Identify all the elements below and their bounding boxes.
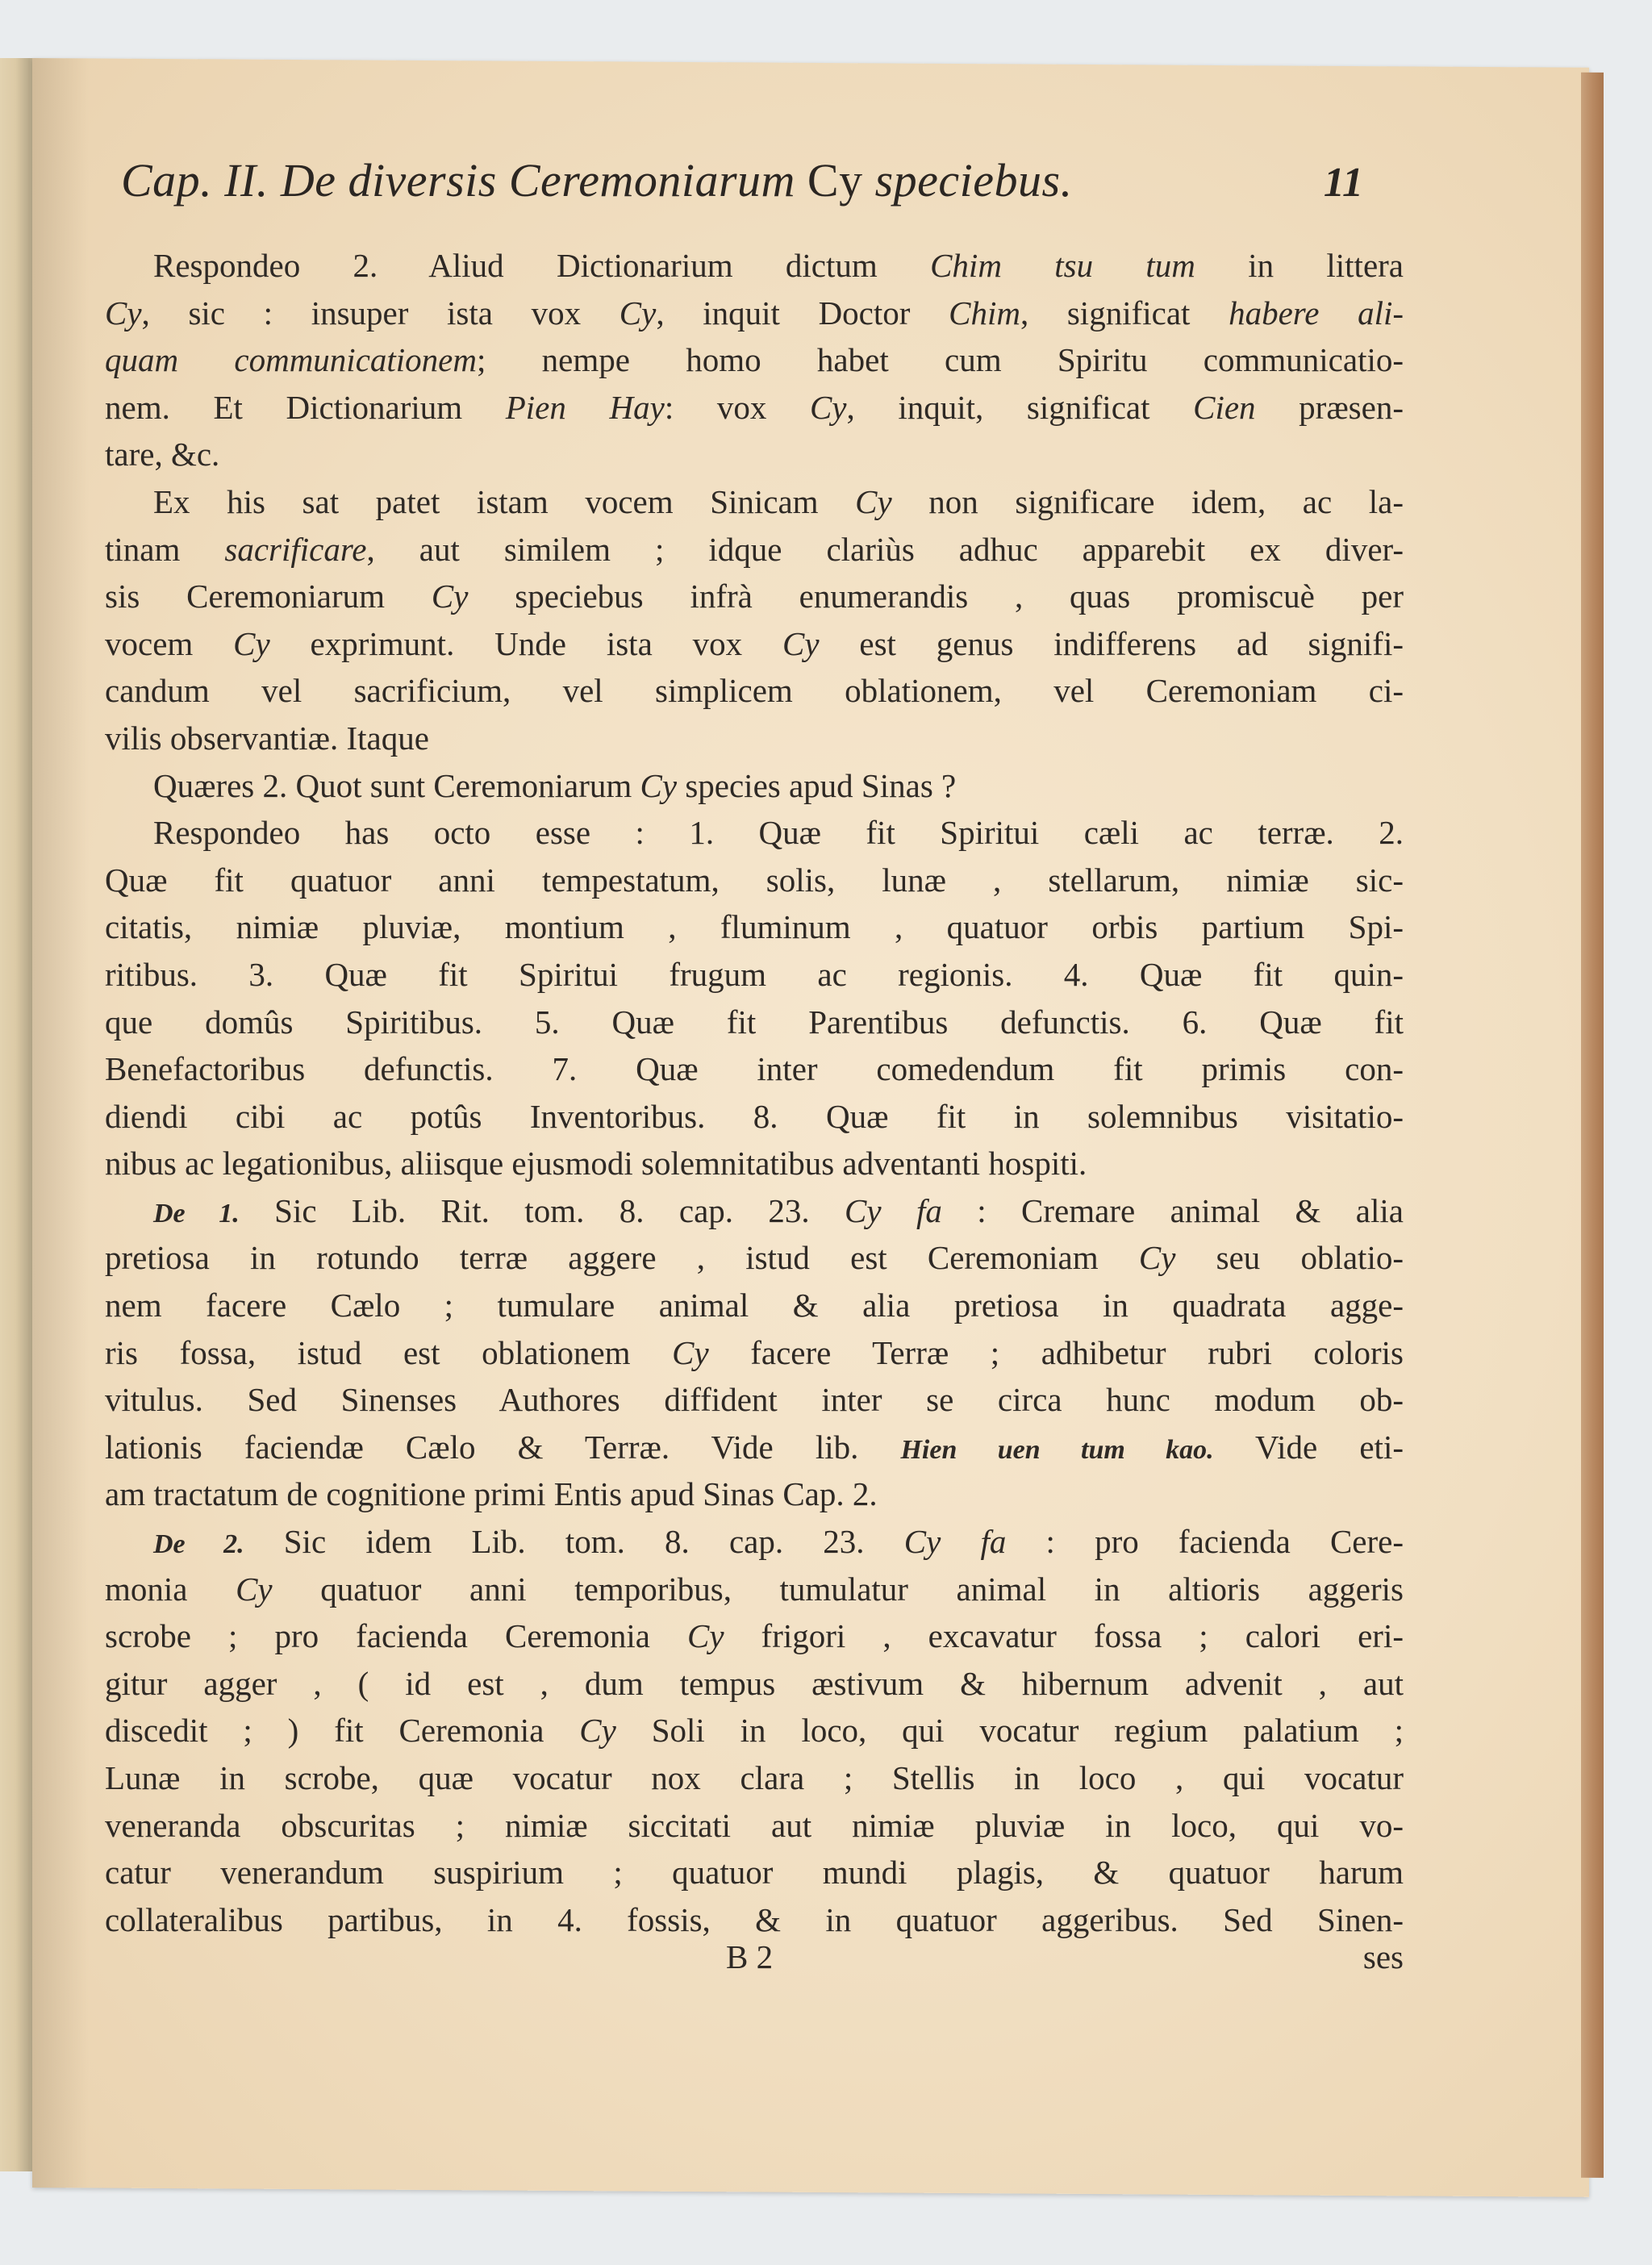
italic-term: Chim tsu tum xyxy=(930,247,1195,284)
text-run: in littera xyxy=(1195,247,1404,284)
italic-term: Cy fa xyxy=(903,1523,1007,1561)
gutter-shadow xyxy=(32,58,89,2188)
text-run: collateralibus partibus, in 4. fossis, & in quatuor aggeribus. Sed Sinen- xyxy=(105,1900,1404,1938)
text-run: non significare idem, ac la- xyxy=(891,482,1404,520)
page-number: 11 xyxy=(1323,160,1363,206)
text-line xyxy=(105,762,1404,810)
text-run: ; nempe homo habet cum Spiritu communicatio- xyxy=(477,341,1404,379)
text-line xyxy=(105,1470,1404,1518)
text-run: species apud Sinas ? xyxy=(677,766,957,804)
text-line xyxy=(105,951,1404,999)
text-run: Sic idem Lib. tom. 8. cap. 23. xyxy=(244,1523,904,1561)
text-line xyxy=(105,1376,1404,1424)
text-line xyxy=(105,903,1404,951)
text-run: , sic : insuper ista vox xyxy=(141,294,620,332)
section-marker: De 2. xyxy=(153,1529,244,1560)
text-run: candum vel sacrificium, vel simplicem oblationem, vel Ceremoniam ci- xyxy=(105,672,1404,710)
text-line xyxy=(105,384,1404,432)
text-run: ritibus. 3. Quæ fit Spiritui frugum ac regionis. 4. Quæ fit quin- xyxy=(105,955,1404,993)
text-run: pretiosa in rotundo terræ aggere , istud est Ceremoniam xyxy=(105,1239,1139,1277)
text-line xyxy=(105,1754,1404,1802)
italic-term: Cy xyxy=(619,294,657,332)
text-run: Respondeo 2. Aliud Dictionarium dictum xyxy=(153,247,931,284)
text-run: : Cremare animal & alia xyxy=(941,1191,1404,1229)
italic-term: Cy xyxy=(579,1712,616,1750)
text-run: monia xyxy=(105,1570,236,1608)
italic-term: Cy xyxy=(809,388,847,426)
text-line xyxy=(105,1187,1404,1235)
text-run: tare, &c. xyxy=(105,436,220,473)
italic-term: Cy fa xyxy=(845,1191,942,1229)
text-line xyxy=(105,242,1404,290)
text-line xyxy=(105,1140,1404,1187)
text-run: Quæres 2. Quot sunt Ceremoniarum xyxy=(153,766,640,804)
text-run: gitur agger , ( id est , dum tempus æstivum & hibernum advenit , aut xyxy=(105,1664,1404,1702)
text-line xyxy=(105,999,1404,1046)
text-run: exprimunt. Unde ista vox xyxy=(269,624,782,662)
text-run: Sic Lib. Rit. tom. 8. cap. 23. xyxy=(239,1191,845,1229)
text-run: Respondeo has octo esse : 1. Quæ fit Spiritui cæli ac terræ. 2. xyxy=(153,814,1404,852)
text-line xyxy=(105,715,1404,762)
text-run: ris fossa, istud est oblationem xyxy=(105,1333,673,1371)
italic-term: Cien xyxy=(1193,388,1256,426)
text-run: Benefactoribus defunctis. 7. Quæ inter comedendum fit primis con- xyxy=(105,1050,1404,1088)
text-run: nem facere Cælo ; tumulare animal & alia pretiosa in quadrata agge- xyxy=(105,1287,1404,1324)
text-run: am tractatum de cognitione primi Entis apud Sinas Cap. 2. xyxy=(105,1475,878,1513)
text-line xyxy=(105,1045,1404,1093)
text-run: , aut similem ; idque clariùs adhuc apparebit ex diver- xyxy=(366,530,1404,568)
text-line xyxy=(105,667,1404,715)
text-line xyxy=(105,478,1404,526)
chapter-title: Cap. II. De diversis Ceremoniarum Cy speciebus. xyxy=(121,154,1073,206)
text-run: Lunæ in scrobe, quæ vocatur nox clara ; Stellis in loco , qui vocatur xyxy=(105,1759,1404,1796)
italic-term: Cy xyxy=(855,482,892,520)
text-run: est genus indifferens ad signifi- xyxy=(819,624,1404,662)
text-line xyxy=(105,1329,1404,1377)
text-line xyxy=(105,620,1404,668)
text-run: que domûs Spiritibus. 5. Quæ fit Parentibus defunctis. 6. Quæ fit xyxy=(105,1003,1404,1041)
catchline xyxy=(105,1938,1404,1986)
italic-term: Cy xyxy=(105,294,142,332)
text-line xyxy=(105,1093,1404,1141)
text-run: facere Terræ ; adhibetur rubri coloris xyxy=(708,1333,1404,1371)
text-run: vitulus. Sed Sinenses Authores diffident inter se circa hunc modum ob- xyxy=(105,1381,1404,1419)
text-run: discedit ; ) fit Ceremonia xyxy=(105,1712,580,1750)
text-line xyxy=(105,1612,1404,1660)
text-line xyxy=(105,1566,1404,1613)
text-run: sis Ceremoniarum xyxy=(105,578,432,615)
text-line xyxy=(105,290,1404,337)
text-run: : pro facienda Cere- xyxy=(1006,1523,1404,1561)
italic-term: Cy xyxy=(431,578,469,615)
text-line xyxy=(105,1849,1404,1896)
text-line xyxy=(105,336,1404,384)
text-run: quatuor anni temporibus, tumulatur animal in altioris aggeris xyxy=(272,1570,1404,1608)
catchword: ses xyxy=(1362,1938,1404,1975)
italic-term: habere ali- xyxy=(1229,294,1404,332)
text-line xyxy=(105,809,1404,857)
text-line xyxy=(105,1282,1404,1329)
text-run: nibus ac legationibus, aliisque ejusmodi solemnitatibus adventanti hospiti. xyxy=(105,1145,1087,1183)
text-run: lationis faciendæ Cælo & Terræ. Vide lib. xyxy=(105,1428,901,1466)
text-run: citatis, nimiæ pluviæ, montium , fluminum , quatuor orbis partium Spi- xyxy=(105,908,1404,946)
text-run: seu oblatio- xyxy=(1175,1239,1404,1277)
running-head xyxy=(121,153,1379,226)
italic-term: Cy xyxy=(782,624,820,662)
text-line xyxy=(105,431,1404,478)
text-run: veneranda obscuritas ; nimiæ siccitati aut nimiæ pluviæ in loco, qui vo- xyxy=(105,1806,1404,1844)
text-run: catur venerandum suspirium ; quatuor mundi plagis, & quatuor harum xyxy=(105,1854,1404,1892)
italic-term: Cy xyxy=(236,1570,273,1608)
text-line xyxy=(105,1424,1404,1471)
italic-term: Cy xyxy=(233,624,270,662)
text-run: nem. Et Dictionarium xyxy=(105,388,506,426)
text-line xyxy=(105,1234,1404,1282)
text-run: , significat xyxy=(1020,294,1229,332)
text-run: vilis observantiæ. Itaque xyxy=(105,719,429,757)
italic-term: Cy xyxy=(672,1333,709,1371)
text-run: vocem xyxy=(105,624,234,662)
text-line xyxy=(105,1707,1404,1754)
italic-term: Pien Hay xyxy=(505,388,665,426)
italic-term: quam communicationem xyxy=(105,341,477,379)
italic-term: Cy xyxy=(1138,1239,1176,1277)
text-run: Vide eti- xyxy=(1213,1428,1404,1466)
text-run: Quæ fit quatuor anni tempestatum, solis, lunæ , stellarum, nimiæ sic- xyxy=(105,861,1404,899)
text-line xyxy=(105,1802,1404,1850)
text-line xyxy=(105,573,1404,620)
text-line xyxy=(105,857,1404,904)
text-run: scrobe ; pro facienda Ceremonia xyxy=(105,1617,687,1655)
text-line xyxy=(105,1896,1404,1944)
italic-term: Chim xyxy=(949,294,1020,332)
text-line xyxy=(105,1660,1404,1708)
page-fore-edge xyxy=(1581,73,1604,2178)
italic-term: Cy xyxy=(640,766,678,804)
text-run: Soli in loco, qui vocatur regium palatium ; xyxy=(615,1712,1404,1750)
italic-term: Cy xyxy=(686,1617,724,1655)
signature-mark: B 2 xyxy=(726,1938,774,1975)
text-run: frigori , excavatur fossa ; calori eri- xyxy=(724,1617,1404,1655)
text-run: præsen- xyxy=(1255,388,1404,426)
text-run: tinam xyxy=(105,530,225,568)
text-run: Ex his sat patet istam vocem Sinicam xyxy=(153,482,856,520)
text-line xyxy=(105,526,1404,574)
text-run: : vox xyxy=(664,388,810,426)
italic-term: sacrificare xyxy=(224,530,367,568)
text-run: , inquit, significat xyxy=(846,388,1194,426)
text-run: diendi cibi ac potûs Inventoribus. 8. Quæ fit in solemnibus visitatio- xyxy=(105,1097,1404,1135)
body-text xyxy=(105,242,1404,1943)
section-marker: Hien uen tum kao. xyxy=(900,1434,1214,1465)
text-line xyxy=(105,1518,1404,1566)
text-run: , inquit Doctor xyxy=(656,294,949,332)
text-run: speciebus infrà enumerandis , quas promiscuè per xyxy=(468,578,1404,615)
section-marker: De 1. xyxy=(153,1198,240,1228)
